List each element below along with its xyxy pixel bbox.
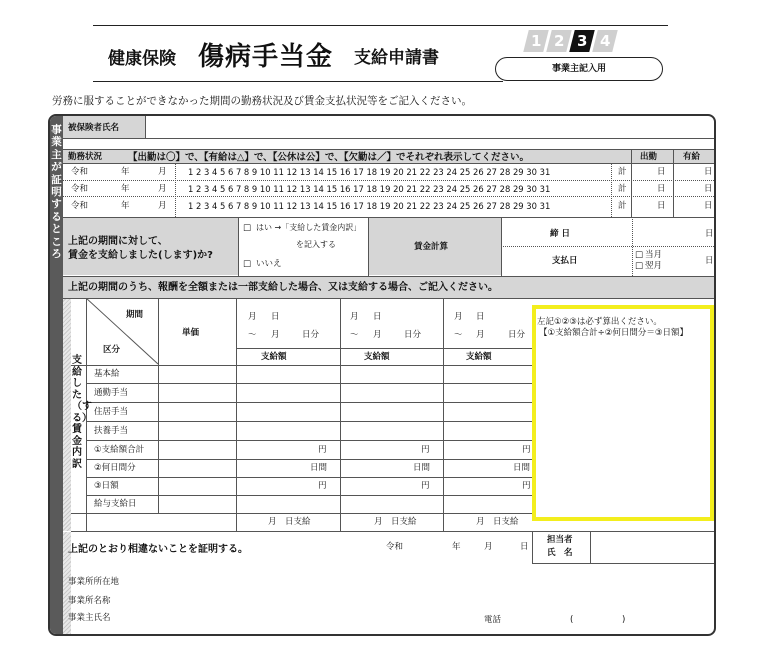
unit-days-c3: 日間 (513, 463, 531, 473)
p1-month2: 月 (271, 330, 280, 340)
p2-amount: 支給額 (364, 352, 390, 362)
rule (673, 149, 674, 217)
row3-month: 月 (158, 201, 167, 211)
payday-unit: 日 (705, 256, 714, 266)
wage-yes-label: はい →「支給した賃金内訳」 (256, 223, 362, 232)
rule (63, 180, 714, 181)
col-attend-label: 出勤 (640, 152, 658, 162)
unit-payday-c2: 月 日支給 (374, 517, 417, 527)
rule (63, 298, 714, 299)
title-main: 傷病手当金 (198, 42, 334, 72)
status-label: 勤務状況 (68, 152, 103, 162)
step-indicator-3-active: 3 (569, 30, 594, 52)
rule (86, 402, 532, 403)
cert-month: 月 (484, 542, 493, 552)
unit-yen-c3: 円 (522, 445, 531, 455)
hatched-margin (63, 298, 71, 531)
calc-note-line1: 左記①②③は必ず算出ください。 (537, 317, 662, 327)
p1-amount: 支給額 (261, 352, 287, 362)
row2-days: 1 2 3 4 5 6 7 8 9 10 11 12 13 14 15 16 17 18 19 20 21 22 23 24 25 26 27 28 29 30 31 (188, 184, 551, 194)
unit-price-label: 単価 (182, 328, 200, 338)
this-month-checkbox[interactable] (635, 251, 643, 260)
rule (532, 563, 714, 564)
wage-calc-label: 賃金計算 (414, 242, 449, 252)
rule (63, 149, 714, 150)
rule (63, 196, 714, 197)
calc-note-line2: 【①支給額合計÷②何日間分＝③日額】 (539, 328, 688, 338)
header-bottom-rule (93, 81, 503, 82)
p3-day: 日 (476, 312, 485, 322)
unit-yen-c1: 円 (318, 445, 327, 455)
unit-daily-c1: 円 (318, 481, 327, 491)
unit-days-c2: 日間 (413, 463, 431, 473)
rule (63, 276, 714, 277)
wage-yes-label-2: を記入する (296, 240, 336, 249)
next-month-label: 翌月 (645, 261, 663, 271)
p1-tilde: ～ (248, 330, 257, 340)
category-label: 区分 (103, 345, 121, 355)
rule (532, 531, 533, 563)
side-label-text: 事業主が証明するところ (51, 124, 62, 261)
rule (63, 138, 714, 139)
rule (238, 217, 239, 276)
step-indicator-2: 2 (546, 30, 571, 52)
row2-month: 月 (158, 184, 167, 194)
row2-paid-unit: 日 (704, 184, 713, 194)
row2-year: 年 (121, 184, 130, 194)
rule (236, 298, 237, 531)
step-indicator-1: 1 (523, 30, 548, 52)
row-basic-pay: 基本給 (94, 369, 120, 379)
wage-yes-checkbox[interactable] (243, 224, 251, 233)
header-diagonal (86, 298, 159, 365)
employer-section-badge: 事業主記入用 (495, 57, 663, 81)
row1-paid-unit: 日 (704, 167, 713, 177)
rule (63, 163, 714, 164)
rule (590, 531, 591, 563)
unit-payday-c3: 月 日支給 (476, 517, 519, 527)
p3-amount: 支給額 (466, 352, 492, 362)
row1-year: 年 (121, 167, 130, 177)
p1-day: 日 (271, 312, 280, 322)
cutoff-unit: 日 (705, 229, 714, 239)
owner-label: 事業主氏名 (68, 613, 111, 623)
rule (86, 459, 532, 460)
row1-attend-unit: 日 (657, 167, 666, 177)
p2-month: 月 (350, 312, 359, 322)
row1-month: 月 (158, 167, 167, 177)
row3-attend-unit: 日 (657, 201, 666, 211)
title-prefix: 健康保険 (108, 49, 176, 69)
rule (86, 383, 532, 384)
rule (63, 217, 714, 218)
rule (175, 163, 176, 217)
rule (611, 163, 612, 217)
row3-days: 1 2 3 4 5 6 7 8 9 10 11 12 13 14 15 16 17 18 19 20 21 22 23 24 25 26 27 28 29 30 31 (188, 201, 551, 211)
p3-month: 月 (454, 312, 463, 322)
cutoff-label: 締 日 (550, 229, 570, 239)
rule (631, 149, 632, 217)
period-label: 期間 (126, 310, 144, 320)
contact-person-label1: 担当者 (547, 535, 573, 545)
rule (443, 298, 444, 531)
certification-statement: 上記のとおり相違ないことを証明する。 (68, 544, 248, 555)
rule (632, 217, 633, 276)
p3-days: 日分 (508, 330, 526, 340)
insured-name-label: 被保険者氏名 (68, 123, 120, 133)
row1-era: 令和 (71, 167, 89, 177)
wage-no-label: いいえ (256, 259, 282, 269)
unit-days-c1: 日間 (310, 463, 328, 473)
rule (145, 116, 146, 138)
row3-era: 令和 (71, 201, 89, 211)
rule (86, 477, 532, 478)
p3-tilde: ～ (454, 330, 463, 340)
title-suffix: 支給申請書 (354, 48, 439, 68)
rule (86, 495, 532, 496)
row-commute: 通勤手当 (94, 388, 129, 398)
header-top-rule (93, 25, 668, 26)
unit-daily-c3: 円 (522, 481, 531, 491)
form-instruction: 労務に服することができなかった期間の勤務状況及び賃金支払状況等をご記入ください。 (52, 95, 472, 107)
breakdown-heading: 上記の期間のうち、報酬を全額または一部支給した場合、又は支給する場合、ご記入ください。 (68, 282, 498, 293)
cert-day: 日 (520, 542, 529, 552)
rule (71, 513, 532, 514)
address-label: 事業所所在地 (68, 577, 120, 587)
p1-days: 日分 (302, 330, 320, 340)
col-paid-label: 有給 (683, 152, 701, 162)
p3-month2: 月 (476, 330, 485, 340)
phone-paren-open: ( (570, 615, 574, 625)
vertical-breakdown-label: 支給した（する）賃金内訳 (72, 355, 92, 470)
rule (236, 348, 532, 349)
wage-no-checkbox[interactable] (243, 260, 251, 269)
row1-days: 1 2 3 4 5 6 7 8 9 10 11 12 13 14 15 16 17 18 19 20 21 22 23 24 25 26 27 28 29 30 31 (188, 167, 551, 177)
rule (71, 365, 532, 366)
p2-tilde: ～ (350, 330, 359, 340)
row-total: ①支給額合計 (94, 445, 145, 455)
p2-days: 日分 (404, 330, 422, 340)
rule (501, 217, 502, 276)
contact-person-label2: 氏 名 (547, 548, 573, 558)
rule (501, 246, 714, 247)
wage-question-line2: 賃金を支給しました(します)か? (68, 250, 213, 261)
row-daily: ③日額 (94, 481, 119, 491)
row1-total: 計 (618, 167, 627, 177)
unit-payday-c1: 月 日支給 (268, 517, 311, 527)
row-days: ②何日間分 (94, 463, 136, 473)
company-label: 事業所名称 (68, 596, 111, 606)
row2-total: 計 (618, 184, 627, 194)
this-month-label: 当月 (645, 250, 663, 260)
next-month-checkbox[interactable] (635, 262, 643, 271)
row3-paid-unit: 日 (704, 201, 713, 211)
phone-label: 電話 (484, 615, 502, 625)
unit-yen-c2: 円 (421, 445, 430, 455)
rule (86, 421, 532, 422)
payday-label: 支払日 (552, 256, 578, 266)
rule (340, 298, 341, 531)
p2-month2: 月 (373, 330, 382, 340)
row2-attend-unit: 日 (657, 184, 666, 194)
row-dependents: 扶養手当 (94, 426, 129, 436)
p2-day: 日 (373, 312, 382, 322)
rule (86, 440, 532, 441)
row3-year: 年 (121, 201, 130, 211)
rule (71, 531, 714, 532)
rule (368, 217, 369, 276)
step-indicator-4: 4 (592, 30, 617, 52)
cert-era: 令和 (386, 542, 404, 552)
cert-year: 年 (452, 542, 461, 552)
row-housing: 住居手当 (94, 407, 129, 417)
unit-daily-c2: 円 (421, 481, 430, 491)
attendance-legend: 【出勤は〇】で、【有給は△】で、【公休は公】で、【欠勤は／】でそれぞれ表示してください。 (128, 152, 529, 163)
wage-question-line1: 上記の期間に対して、 (68, 236, 168, 247)
row2-era: 令和 (71, 184, 89, 194)
p1-month: 月 (248, 312, 257, 322)
row-payday: 給与支給日 (94, 499, 137, 509)
row3-total: 計 (618, 201, 627, 211)
phone-paren-close: ) (622, 615, 626, 625)
